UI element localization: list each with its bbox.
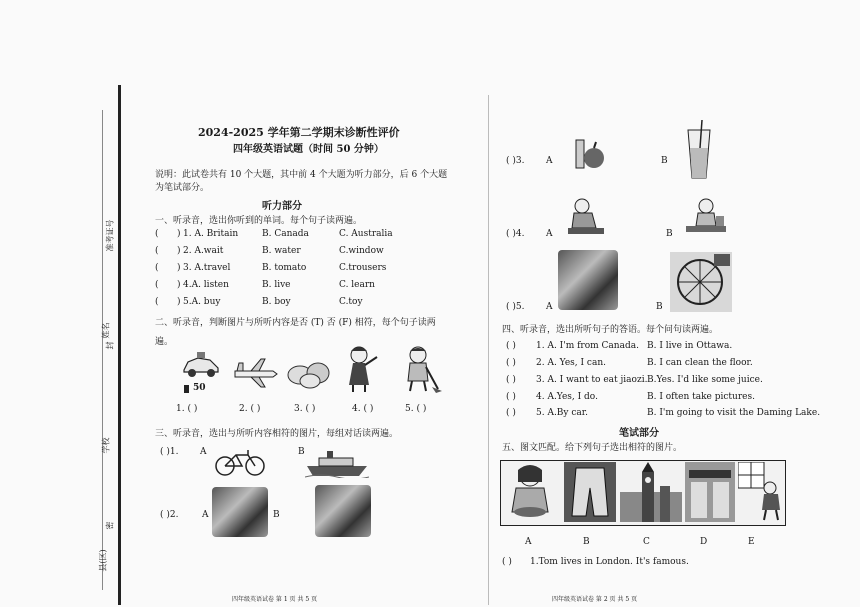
- q3-1-option-a: A: [200, 447, 207, 457]
- listening-section-heading: 听力部分: [262, 201, 302, 212]
- q3-3-answer[interactable]: ( )3.: [506, 156, 525, 166]
- exam-subtitle: 四年级英语试题（时间 50 分钟）: [233, 144, 384, 155]
- q3-5-option-b: B: [656, 302, 663, 312]
- shop-picture: [685, 462, 735, 522]
- q3-title: 三、听录音，选出与所听内容相符的图片，每组对话读两遍。: [155, 429, 399, 439]
- child-eating-picture: [686, 196, 726, 236]
- q2-answer-5[interactable]: 5. ( ): [405, 404, 427, 414]
- q4-row: [506, 375, 846, 389]
- answer-paren[interactable]: ( ): [506, 358, 516, 368]
- q3-5-answer[interactable]: ( )5.: [506, 302, 525, 312]
- answer-paren-close: ): [177, 280, 181, 290]
- writing-section-heading: 笔试部分: [619, 428, 659, 439]
- potatoes-picture: [286, 357, 332, 389]
- seal-mark: 封: [105, 341, 115, 350]
- answer-paren[interactable]: ( ): [506, 375, 516, 385]
- option-a: 3. A.travel: [183, 263, 231, 273]
- answer-paren-close: ): [177, 229, 181, 239]
- q1-row: [155, 263, 455, 277]
- q2-title-line-2: 遍。: [155, 337, 174, 347]
- q1-row: [155, 246, 455, 260]
- q2-answer-2[interactable]: 2. ( ): [239, 404, 261, 414]
- q4-row: [506, 358, 846, 372]
- statue-picture: [558, 250, 618, 310]
- boy-sweeping-picture: [400, 345, 442, 393]
- q3-1-option-b: B: [298, 447, 305, 457]
- london-eye-picture: [670, 252, 732, 312]
- answer-paren[interactable]: ( ): [506, 408, 516, 418]
- q3-2-answer[interactable]: ( )2.: [160, 510, 179, 520]
- price-label: 50: [193, 383, 206, 393]
- q1-row: [155, 297, 455, 311]
- girl-violin-picture: [343, 345, 379, 393]
- woman-cleaning-picture: [566, 196, 606, 236]
- bicycle-picture: [214, 447, 266, 477]
- answer-paren-close: ): [177, 246, 181, 256]
- big-ben-picture: [620, 462, 682, 522]
- price-tag-icon: [184, 385, 189, 393]
- q5-label-d: D: [700, 537, 708, 547]
- option-b: B. I live in Ottawa.: [647, 341, 733, 351]
- answer-paren-open[interactable]: (: [155, 229, 159, 239]
- answer-paren[interactable]: ( ): [506, 392, 516, 402]
- answer-paren[interactable]: ( ): [506, 341, 516, 351]
- ship-picture: [305, 448, 369, 478]
- instructions-line-1: 说明：此试卷共有 10 个大题，其中前 4 个大题为听力部分，后 6 个大题: [155, 170, 448, 180]
- exam-no-label: 准考证号: [105, 219, 115, 252]
- q3-2-option-b: B: [273, 510, 280, 520]
- q1-title: 一、听录音，选出你听到的单词。每个句子读两遍。: [155, 216, 363, 226]
- q5-label-a: A: [525, 537, 532, 547]
- q5-title: 五、图文匹配。给下列句子选出相符的图片。: [502, 443, 683, 453]
- option-b: B. I can clean the floor.: [647, 358, 753, 368]
- boy-window-picture: [738, 462, 784, 522]
- q1-row: [155, 229, 455, 243]
- footer-page-1: 四年级英语试卷 第 1 页 共 5 页: [232, 596, 318, 603]
- car-picture: [180, 350, 222, 380]
- instructions-line-2: 为笔试部分。: [155, 183, 210, 193]
- q3-1-answer[interactable]: ( )1.: [160, 447, 179, 457]
- q1-row: [155, 280, 455, 294]
- q4-row: [506, 341, 846, 355]
- school-label: 学校: [101, 437, 111, 454]
- option-a: 5. A.By car.: [536, 408, 588, 418]
- q3-2-option-a: A: [202, 510, 209, 520]
- option-b: B. Canada: [262, 229, 309, 239]
- q3-4-option-b: B: [666, 229, 673, 239]
- right-page: [480, 0, 860, 607]
- plane-picture: [233, 355, 279, 389]
- option-a: 5.A. buy: [183, 297, 221, 307]
- q3-3-option-a: A: [546, 156, 553, 166]
- option-a: 4. A.Yes, I do.: [536, 392, 598, 402]
- fishing-picture: [212, 487, 268, 537]
- q3-5-option-a: A: [546, 302, 553, 312]
- option-a: 1. A. I'm from Canada.: [536, 341, 639, 351]
- option-a: 2. A. Yes, I can.: [536, 358, 606, 368]
- q5-label-c: C: [643, 537, 650, 547]
- answer-paren-open[interactable]: (: [155, 246, 159, 256]
- option-b: B. I'm going to visit the Daming Lake.: [647, 408, 821, 418]
- q2-answer-3[interactable]: 3. ( ): [294, 404, 316, 414]
- q2-title-line-1: 二、听录音，判断图片与所听内容是否 (T) 否 (F) 相符，每个句子读两: [155, 318, 436, 328]
- seal-mark-2: 密: [105, 521, 115, 530]
- q3-4-option-a: A: [546, 229, 553, 239]
- binding-line: [118, 85, 121, 605]
- option-c: C. learn: [339, 280, 375, 290]
- exam-title: 2024-2025 学年第二学期末诊断性评价: [198, 126, 400, 139]
- q3-4-answer[interactable]: ( )4.: [506, 229, 525, 239]
- answer-paren-close: ): [177, 297, 181, 307]
- option-b: B. boy: [262, 297, 291, 307]
- mountain-picture: [315, 485, 371, 537]
- district-label: 县(区): [98, 549, 108, 572]
- page-divider: [488, 95, 489, 605]
- option-b: B.Yes. I'd like some juice.: [647, 375, 763, 385]
- girl-eating-picture: [502, 462, 560, 522]
- shorts-picture: [564, 462, 616, 522]
- name-label: 姓名: [101, 322, 111, 339]
- q3-3-option-b: B: [661, 156, 668, 166]
- option-c: C.window: [339, 246, 384, 256]
- option-c: C. Australia: [339, 229, 393, 239]
- option-b: B. tomato: [262, 263, 307, 273]
- option-a: 2. A.wait: [183, 246, 224, 256]
- q5-label-e: E: [748, 537, 755, 547]
- apple-picture: [572, 134, 606, 174]
- answer-paren-open[interactable]: (: [155, 263, 159, 273]
- q2-answer-4[interactable]: 4. ( ): [352, 404, 374, 414]
- option-a: 1. A. Britain: [183, 229, 239, 239]
- option-b: B. live: [262, 280, 291, 290]
- option-c: C.trousers: [339, 263, 387, 273]
- option-c: C.toy: [339, 297, 363, 307]
- q2-answer-1[interactable]: 1. ( ): [176, 404, 198, 414]
- q5-1-answer[interactable]: ( ): [502, 557, 512, 567]
- option-b: B. I often take pictures.: [647, 392, 755, 402]
- answer-paren-open[interactable]: (: [155, 280, 159, 290]
- q4-title: 四、听录音，选出所听句子的答语。每个问句读两遍。: [502, 325, 719, 335]
- footer-page-2: 四年级英语试卷 第 2 页 共 5 页: [552, 596, 638, 603]
- q5-1-sentence: 1.Tom lives in London. It's famous.: [530, 557, 689, 567]
- q4-row: [506, 408, 846, 422]
- binding-dash-line: [102, 110, 103, 590]
- option-a: 3. A. I want to eat jiaozi.: [536, 375, 648, 385]
- answer-paren-open[interactable]: (: [155, 297, 159, 307]
- option-b: B. water: [262, 246, 301, 256]
- juice-picture: [684, 118, 714, 180]
- answer-paren-close: ): [177, 263, 181, 273]
- option-a: 4.A. listen: [183, 280, 229, 290]
- q4-row: [506, 392, 846, 406]
- q5-label-b: B: [583, 537, 590, 547]
